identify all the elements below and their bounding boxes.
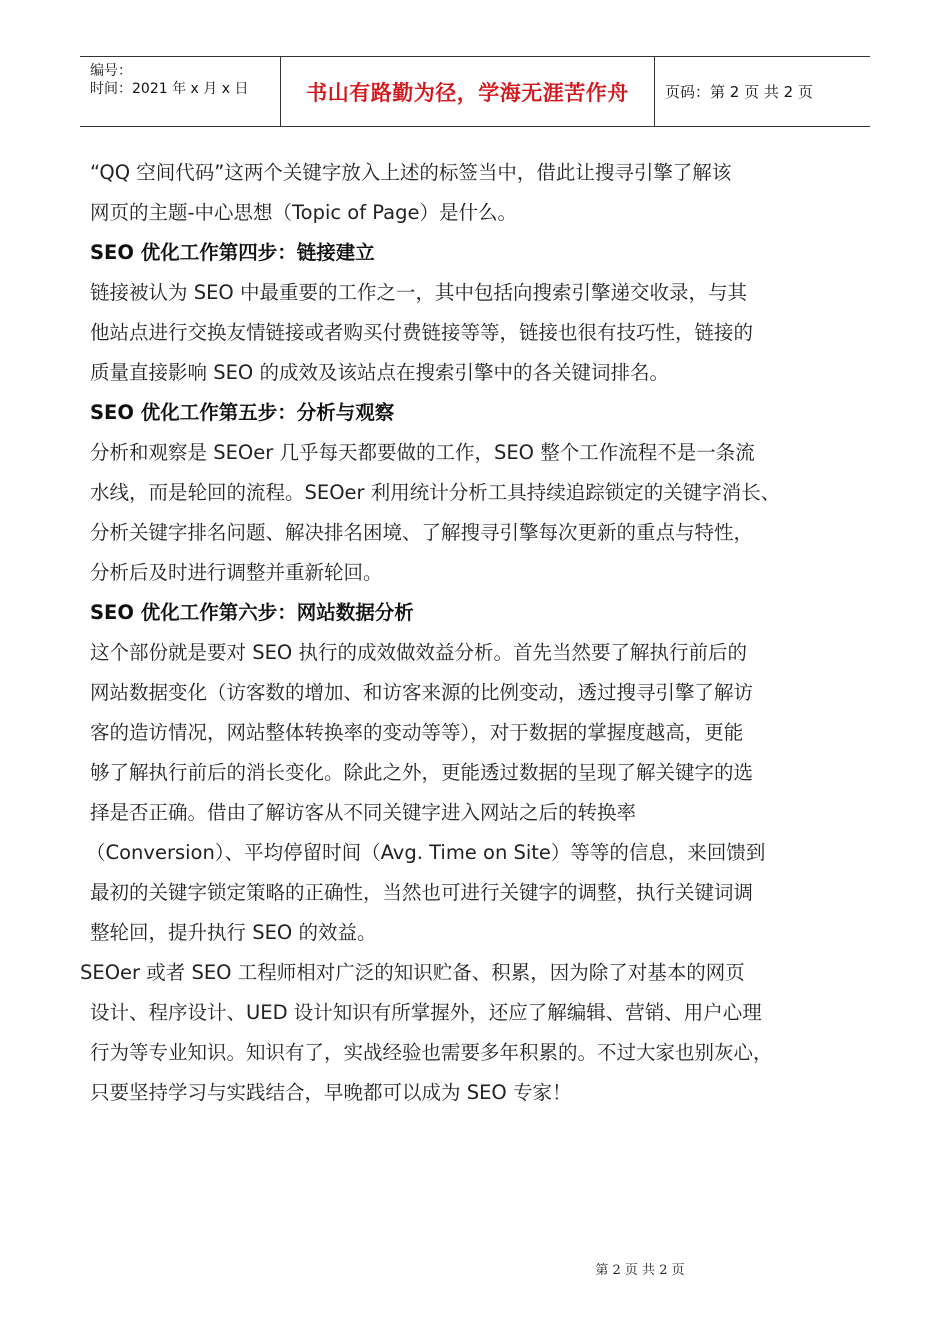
document-number-label: 编号： (90, 63, 132, 79)
text-line: 行为等专业知识。知识有了，实战经验也需要多年积累的。不过大家也别灰心， (90, 1041, 773, 1064)
text-line: 质量直接影响 SEO 的成效及该站点在搜索引擎中的各关键词排名。 (90, 361, 669, 384)
section-heading: SEO 优化工作第五步：分析与观察 (90, 401, 395, 424)
header-meta (80, 57, 281, 126)
page-footer (0, 1259, 950, 1278)
text-line: SEOer 或者 SEO 工程师相对广泛的知识贮备、积累，因为除了对基本的网页 (80, 961, 745, 984)
text-line: 这个部份就是要对 SEO 执行的成效做效益分析。首先当然要了解执行前后的 (90, 641, 747, 664)
text-line: 分析和观察是 SEOer 几乎每天都要做的工作，SEO 整个工作流程不是一条流 (90, 441, 755, 464)
header-motto: 书山有路勤为径，学海无涯苦作舟 (306, 79, 629, 105)
text-line: “QQ 空间代码”这两个关键字放入上述的标签当中，借此让搜寻引擎了解该 (90, 161, 732, 184)
header-motto-cell (281, 57, 655, 126)
text-line: 水线，而是轮回的流程。SEOer 利用统计分析工具持续追踪锁定的关键字消长、 (90, 481, 781, 504)
text-line: 最初的关键字锁定策略的正确性，当然也可进行关键字的调整，执行关键词调 (90, 881, 754, 904)
text-line: 网页的主题-中心思想（Topic of Page）是什么。 (90, 201, 517, 224)
text-line: 网站数据变化（访客数的增加、和访客来源的比例变动，透过搜寻引擎了解访 (90, 681, 754, 704)
document-time-label: 时间：2021 年 x 月 x 日 (90, 81, 249, 97)
footer-page-number: 第 2 页 共 2 页 (595, 1263, 685, 1278)
document-header (80, 56, 870, 127)
text-line: 设计、程序设计、UED 设计知识有所掌握外，还应了解编辑、营销、用户心理 (90, 1001, 762, 1024)
text-line: 分析后及时进行调整并重新轮回。 (90, 561, 383, 584)
text-line: 他站点进行交换友情链接或者购买付费链接等等，链接也很有技巧性，链接的 (90, 321, 754, 344)
text-line: 只要坚持学习与实践结合，早晚都可以成为 SEO 专家！ (90, 1081, 572, 1104)
document-body (80, 155, 870, 1115)
header-page-cell (655, 57, 870, 126)
header-page-info: 页码：第 2 页 共 2 页 (665, 83, 813, 101)
text-line: （Conversion）、平均停留时间（Avg. Time on Site）等等的信息，来回馈到 (86, 841, 766, 864)
text-line: 客的造访情况，网站整体转换率的变动等等），对于数据的掌握度越高，更能 (90, 721, 744, 744)
text-line: 择是否正确。借由了解访客从不同关键字进入网站之后的转换率 (90, 801, 637, 824)
text-line: 链接被认为 SEO 中最重要的工作之一，其中包括向搜索引擎递交收录，与其 (90, 281, 747, 304)
text-line: 分析关键字排名问题、解决排名困境、了解搜寻引擎每次更新的重点与特性， (90, 521, 754, 544)
text-line: 够了解执行前后的消长变化。除此之外，更能透过数据的呈现了解关键字的选 (90, 761, 754, 784)
section-heading: SEO 优化工作第四步：链接建立 (90, 241, 375, 264)
text-line: 整轮回，提升执行 SEO 的效益。 (90, 921, 377, 944)
section-heading: SEO 优化工作第六步：网站数据分析 (90, 601, 414, 624)
